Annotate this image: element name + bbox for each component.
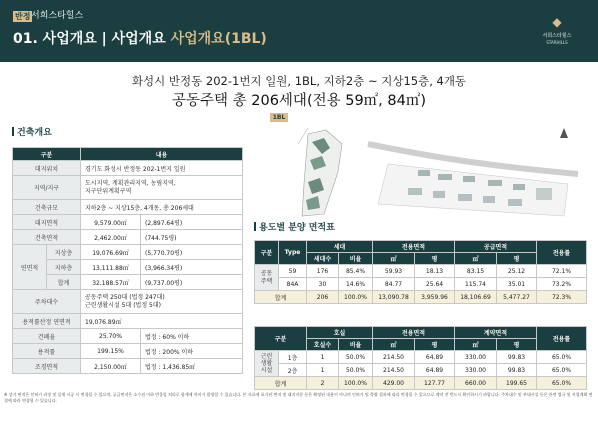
row-content bbox=[81, 176, 243, 200]
subrow-label: 지하층 bbox=[47, 260, 81, 275]
table-cell: 330.00 bbox=[455, 351, 497, 364]
group-label bbox=[255, 351, 279, 377]
table-row bbox=[255, 351, 587, 364]
col-header: 구분 bbox=[255, 327, 307, 351]
table-cell: 2층 bbox=[279, 364, 307, 377]
table-cell: 1층 bbox=[279, 351, 307, 364]
table-row bbox=[255, 265, 587, 278]
table-cell: 330.00 bbox=[455, 364, 497, 377]
sale-area-title: 용도별 분양 면적표 bbox=[259, 223, 335, 233]
page-title-main: 01. 사업개요 | 사업개요 bbox=[13, 31, 166, 47]
row-value: 19,076.69㎡ bbox=[81, 245, 141, 260]
row-label: 연면적 bbox=[13, 245, 47, 290]
neighbor-building bbox=[536, 188, 552, 200]
brand-name: 서희스타힐스 bbox=[31, 11, 84, 21]
table-cell: 59.93 bbox=[373, 265, 415, 278]
table-cell: 660.00 bbox=[455, 377, 497, 390]
project-badge: 반정 bbox=[15, 12, 31, 21]
table-cell: 214.50 bbox=[373, 351, 415, 364]
col-header: 내용 bbox=[81, 148, 243, 161]
table-cell: 429.00 bbox=[373, 377, 415, 390]
group-label-line: 공동 bbox=[260, 269, 273, 277]
table-cell: 64.89 bbox=[415, 364, 455, 377]
row-label: 건축면적 bbox=[13, 230, 81, 245]
group-label-line: 근린 bbox=[260, 353, 273, 360]
col-header: 전용률 bbox=[537, 327, 587, 351]
table-cell: 5,477.27 bbox=[497, 291, 537, 304]
table-total-row bbox=[255, 377, 587, 390]
table-cell: 84.77 bbox=[373, 278, 415, 291]
row-sub: (9,737.00평) bbox=[141, 275, 243, 290]
footnote: ※ 상기 면적은 인허가 과정 및 실제 시공 시 변경될 수 있으며, 공급면적은 소수점 이하 반올림 처리로 합계에 차이가 발생할 수 있습니다. 본 자료에 표기된 면적 및 대지지분 등은 확정된 내용이 아니며 인허가 및 측량 결과에 따라 변경될 수 있으므로 계약 전 반드시 확인하시기 바랍니다. 주차대수 및 부대시설 등은 관련 법규 및 사업계획 변경에 따라 변경될 수 있습니다. bbox=[4, 392, 593, 403]
col-subheader: 비율 bbox=[339, 253, 373, 265]
col-subheader: 평 bbox=[497, 339, 537, 351]
table-cell: 14.6% bbox=[339, 278, 373, 291]
site-plan-label: 1BL bbox=[270, 113, 288, 122]
table-cell: 64.89 bbox=[415, 351, 455, 364]
table-cell: 25.64 bbox=[415, 278, 455, 291]
row-sub: (2,897.64평) bbox=[141, 215, 243, 230]
col-subheader: ㎡ bbox=[455, 339, 497, 351]
table-cell: 18.13 bbox=[415, 265, 455, 278]
group-label-line: 생활 bbox=[260, 360, 273, 367]
row-content bbox=[81, 290, 243, 314]
row-value: 32,188.57㎡ bbox=[81, 275, 141, 290]
table-cell: 50.0% bbox=[339, 364, 373, 377]
col-header: 계약면적 bbox=[455, 327, 537, 339]
row-value: 199.15% bbox=[81, 344, 141, 359]
col-header: 구분 bbox=[255, 241, 279, 265]
row-sub: 법정 : 1,436.85㎡ bbox=[141, 359, 243, 374]
table-cell: 72.1% bbox=[537, 265, 587, 278]
neighbor-building bbox=[433, 191, 445, 198]
row-content: 지하2층 ~ 지상15층, 4개동, 총 206세대 bbox=[81, 200, 243, 215]
sale-area-heading bbox=[254, 222, 335, 234]
content-line: 근린생활시설 5대 (법정 5대) bbox=[85, 301, 161, 309]
row-label: 용적률 bbox=[13, 344, 81, 359]
row-label: 주차대수 bbox=[13, 290, 81, 314]
table-cell: 18,106.69 bbox=[455, 291, 497, 304]
neighbor-building bbox=[483, 196, 495, 203]
row-sub: (744.75평) bbox=[141, 230, 243, 245]
table-cell: 30 bbox=[307, 278, 339, 291]
row-value: 9,579.00㎡ bbox=[81, 215, 141, 230]
neighbor-building bbox=[438, 174, 452, 180]
row-sub: 법정 : 200% 이하 bbox=[141, 344, 243, 359]
col-subheader: 호실수 bbox=[307, 339, 339, 351]
col-header: 세대 bbox=[307, 241, 373, 253]
col-subheader: ㎡ bbox=[455, 253, 497, 265]
building-summary-title: 건축개요 bbox=[17, 128, 52, 138]
table-cell: 3,959.96 bbox=[415, 291, 455, 304]
total-label: 합계 bbox=[255, 377, 307, 390]
col-subheader: 평 bbox=[415, 253, 455, 265]
brand-logo bbox=[530, 12, 584, 46]
table-cell: 65.0% bbox=[537, 377, 587, 390]
page-title-highlight: 사업개요(1BL) bbox=[170, 31, 267, 47]
row-sub: (3,966.34평) bbox=[141, 260, 243, 275]
neighbor-building bbox=[463, 176, 475, 182]
row-content: 경기도 화성시 반정동 202-1번지 일원 bbox=[81, 161, 243, 176]
section-bar-icon bbox=[12, 127, 14, 136]
neighbor-building bbox=[513, 184, 525, 190]
table-cell: 72.3% bbox=[537, 291, 587, 304]
row-label: 용적률산정 연면적 bbox=[13, 314, 81, 329]
table-cell: 73.2% bbox=[537, 278, 587, 291]
row-content: 19,076.89㎡ bbox=[81, 314, 243, 329]
group-label bbox=[255, 265, 279, 291]
total-label: 합계 bbox=[255, 291, 307, 304]
col-subheader: 평 bbox=[415, 339, 455, 351]
section-bar-icon bbox=[254, 222, 256, 231]
table-cell: 100.0% bbox=[339, 377, 373, 390]
logo-mark-icon: ◆ bbox=[552, 15, 562, 29]
col-header: 호실 bbox=[307, 327, 373, 339]
col-subheader: 비율 bbox=[339, 339, 373, 351]
logo-name: 서희스타힐스 bbox=[542, 33, 572, 39]
site-plan-map bbox=[268, 124, 586, 224]
table-cell: 1 bbox=[307, 351, 339, 364]
table-cell: 13,090.78 bbox=[373, 291, 415, 304]
table-cell: 85.4% bbox=[339, 265, 373, 278]
neighbor-building bbox=[408, 188, 422, 195]
col-header: 전용면적 bbox=[373, 241, 455, 253]
table-cell: 206 bbox=[307, 291, 339, 304]
row-value: 13,111.88㎡ bbox=[81, 260, 141, 275]
table-cell: 35.01 bbox=[497, 278, 537, 291]
table-cell: 65.0% bbox=[537, 364, 587, 377]
content-line: 도시지역, 계획관리지역, 농림지역, bbox=[85, 179, 176, 187]
row-value: 25.70% bbox=[81, 329, 141, 344]
header-band bbox=[0, 0, 598, 62]
row-sub: 법정 : 60% 이하 bbox=[141, 329, 243, 344]
building-summary-table bbox=[12, 147, 243, 374]
table-cell: 50.0% bbox=[339, 351, 373, 364]
row-label: 조경면적 bbox=[13, 359, 81, 374]
col-header: Type bbox=[279, 241, 307, 265]
content-line: 지구단위계획구역 bbox=[85, 187, 132, 195]
table-cell: 176 bbox=[307, 265, 339, 278]
row-label: 지역/지구 bbox=[13, 176, 81, 200]
neighbor-building bbox=[508, 199, 522, 206]
table-row bbox=[255, 278, 587, 291]
neighbor-building bbox=[488, 180, 502, 186]
table-cell: 115.74 bbox=[455, 278, 497, 291]
table-cell: 99.83 bbox=[497, 364, 537, 377]
group-label-line: 시설 bbox=[260, 367, 273, 374]
row-label: 건축규모 bbox=[13, 200, 81, 215]
row-sub: (5,770.70평) bbox=[141, 245, 243, 260]
subrow-label: 지상층 bbox=[47, 245, 81, 260]
col-subheader: ㎡ bbox=[373, 253, 415, 265]
building-summary-heading bbox=[12, 127, 52, 139]
table-cell: 199.65 bbox=[497, 377, 537, 390]
table-total-row bbox=[255, 291, 587, 304]
row-value: 2,462.00㎡ bbox=[81, 230, 141, 245]
group-label-line: 주택 bbox=[260, 277, 273, 285]
table-cell: 2 bbox=[307, 377, 339, 390]
table-cell: 214.50 bbox=[373, 364, 415, 377]
row-label: 대지위치 bbox=[13, 161, 81, 176]
col-header: 전용면적 bbox=[373, 327, 455, 339]
table-cell: 83.15 bbox=[455, 265, 497, 278]
table-cell: 65.0% bbox=[537, 351, 587, 364]
subrow-label: 합계 bbox=[47, 275, 81, 290]
table-cell: 25.12 bbox=[497, 265, 537, 278]
content-line: 공동주택 250대 (법정 247대) bbox=[85, 293, 165, 301]
table-cell: 100.0% bbox=[339, 291, 373, 304]
neighbor-building bbox=[418, 170, 430, 176]
row-value: 2,150.00㎡ bbox=[81, 359, 141, 374]
housing-area-table bbox=[254, 240, 587, 304]
overview-line-2: 공동주택 총 206세대(전용 59㎡, 84㎡) bbox=[172, 93, 426, 109]
table-cell: 1 bbox=[307, 364, 339, 377]
table-cell: 99.83 bbox=[497, 351, 537, 364]
table-cell: 59 bbox=[279, 265, 307, 278]
logo-sub: STARHILLS bbox=[546, 40, 568, 45]
overview-line-1: 화성시 반정동 202-1번지 일원, 1BL, 지하2층 ~ 지상15층, 4개동 bbox=[131, 74, 467, 88]
col-header: 전용률 bbox=[537, 241, 587, 265]
col-header: 구분 bbox=[13, 148, 81, 161]
page-title bbox=[13, 29, 267, 49]
row-label: 건폐율 bbox=[13, 329, 81, 344]
retail-area-table bbox=[254, 326, 587, 390]
col-subheader: 세대수 bbox=[307, 253, 339, 265]
table-cell: 84A bbox=[279, 278, 307, 291]
neighbor-building bbox=[458, 194, 472, 201]
table-row bbox=[255, 364, 587, 377]
table-cell: 127.77 bbox=[415, 377, 455, 390]
col-subheader: ㎡ bbox=[373, 339, 415, 351]
row-label: 대지면적 bbox=[13, 215, 81, 230]
col-subheader: 평 bbox=[497, 253, 537, 265]
col-header: 공급면적 bbox=[455, 241, 537, 253]
